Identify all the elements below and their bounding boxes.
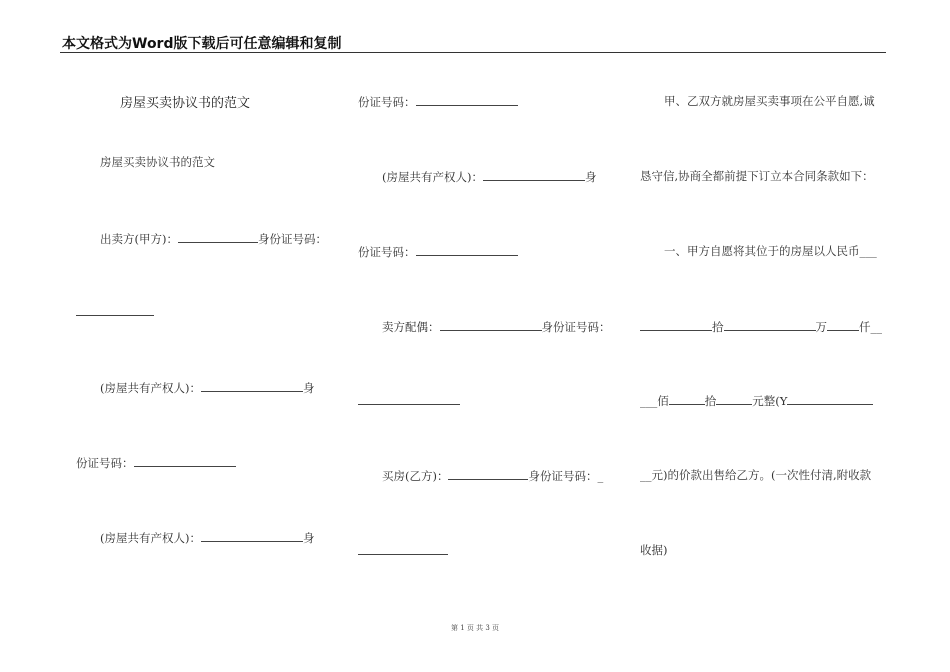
agreement-intro-line-1: 甲、乙双方就房屋买卖事项在公平自愿,诚 bbox=[664, 94, 875, 108]
agreement-intro-line-2: 恳守信,协商全都前提下订立本合同条款如下： bbox=[640, 169, 874, 183]
amount-blank bbox=[669, 392, 705, 405]
id-prefix-text: 身 bbox=[584, 170, 597, 184]
co-owner-name-blank bbox=[201, 529, 303, 542]
co-owner-line-2 bbox=[100, 529, 314, 546]
co-owner-id-line-1 bbox=[76, 454, 236, 471]
amount-blank bbox=[787, 392, 873, 405]
seller-id-blank bbox=[76, 303, 154, 316]
unit-text: 拾 bbox=[704, 394, 717, 408]
co-owner-id-blank bbox=[416, 243, 518, 256]
document-title: 房屋买卖协议书的范文 bbox=[120, 96, 251, 111]
co-owner-name-blank bbox=[201, 379, 303, 392]
co-owner-label: (房屋共有产权人)： bbox=[100, 531, 201, 545]
unit-text: 仟__ bbox=[859, 320, 882, 334]
subtitle-line: 房屋买卖协议书的范文 bbox=[100, 155, 215, 169]
buyer-id-blank-line bbox=[358, 542, 448, 558]
co-owner-id-line-2 bbox=[358, 93, 518, 110]
co-owner-label: (房屋共有产权人)： bbox=[382, 170, 483, 184]
amount-blank bbox=[640, 318, 712, 331]
buyer-label: 买房(乙方)： bbox=[382, 469, 449, 483]
header-divider bbox=[60, 52, 886, 53]
seller-id-blank-line bbox=[76, 303, 154, 319]
unit-text: 万 bbox=[815, 320, 827, 334]
clause-1-line-3 bbox=[640, 392, 873, 409]
document-header-banner: 本文格式为Word版下载后可任意编辑和复制 bbox=[62, 36, 342, 52]
seller-spouse-name-blank bbox=[440, 318, 542, 331]
id-prefix-text: 身 bbox=[302, 381, 315, 395]
unit-text: 拾 bbox=[712, 320, 724, 334]
seller-label: 出卖方(甲方)： bbox=[100, 232, 178, 246]
buyer-name-blank bbox=[448, 467, 528, 480]
seller-spouse-label: 卖方配偶： bbox=[382, 320, 440, 334]
seller-line bbox=[100, 230, 327, 247]
buyer-line bbox=[382, 467, 603, 484]
id-number-label: 身份证号码：_ bbox=[528, 469, 604, 483]
id-number-label: 份证号码： bbox=[76, 456, 134, 470]
seller-spouse-id-blank bbox=[358, 392, 460, 405]
amount-blank bbox=[724, 318, 816, 331]
co-owner-line-3 bbox=[382, 168, 596, 185]
co-owner-line-1 bbox=[100, 379, 314, 396]
id-number-label: 身份证号码： bbox=[257, 232, 327, 246]
clause-1-line-1: 一、甲方自愿将其位于的房屋以人民币___ bbox=[664, 244, 877, 258]
clause-1-line-4: __元)的价款出售给乙方。(一次性付清,附收款 bbox=[640, 468, 872, 482]
clause-1-line-2 bbox=[640, 318, 882, 335]
unit-text: ___佰 bbox=[640, 394, 669, 408]
id-number-label: 份证号码： bbox=[358, 95, 416, 109]
amount-blank bbox=[827, 318, 859, 331]
id-prefix-text: 身 bbox=[302, 531, 315, 545]
id-number-label: 身份证号码： bbox=[541, 320, 611, 334]
co-owner-label: (房屋共有产权人)： bbox=[100, 381, 201, 395]
amount-blank bbox=[716, 392, 752, 405]
buyer-id-blank bbox=[358, 542, 448, 555]
id-number-label: 份证号码： bbox=[358, 245, 416, 259]
co-owner-name-blank bbox=[483, 168, 585, 181]
unit-text: 元整(Y bbox=[752, 394, 788, 408]
co-owner-id-line-3 bbox=[358, 243, 518, 260]
co-owner-id-blank bbox=[134, 454, 236, 467]
seller-spouse-id-blank-line bbox=[358, 392, 460, 408]
co-owner-id-blank bbox=[416, 93, 518, 106]
seller-spouse-line bbox=[382, 318, 611, 335]
clause-1-line-5: 收据) bbox=[640, 543, 668, 557]
page-number-footer: 第 1 页 共 3 页 bbox=[450, 624, 500, 632]
seller-name-blank bbox=[178, 230, 258, 243]
